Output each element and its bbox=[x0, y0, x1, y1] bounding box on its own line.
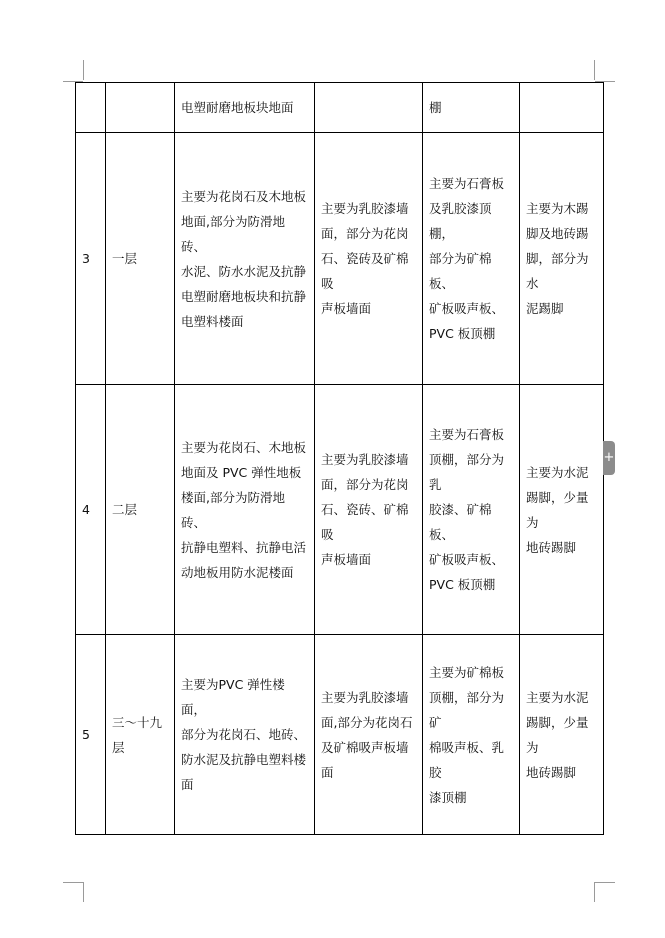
floor-cell: 三～十九 层 bbox=[106, 635, 175, 835]
ceiling-cell: 棚 bbox=[423, 83, 520, 133]
crop-mark bbox=[595, 882, 615, 883]
wall-finish-cell: 主要为乳胶漆墙 面，部分为花岗 石、瓷砖及矿棉吸 声板墙面 bbox=[315, 133, 423, 385]
crop-mark bbox=[594, 882, 595, 902]
floor-cell bbox=[106, 83, 175, 133]
skirting-cell: 主要为水泥 踢脚，少量为 地砖踢脚 bbox=[520, 635, 604, 835]
crop-mark bbox=[83, 882, 84, 902]
floor-finish-cell: 主要为花岗石及木地板 地面,部分为防滑地砖、 水泥、防水水泥及抗静 电塑耐磨地板块和抗静 电塑料楼面 bbox=[175, 133, 315, 385]
table-row bbox=[76, 133, 604, 385]
table-row bbox=[76, 83, 604, 133]
plus-icon: + bbox=[603, 450, 615, 465]
seq-cell: 3 bbox=[76, 133, 106, 385]
table-row bbox=[76, 635, 604, 835]
crop-mark bbox=[63, 882, 83, 883]
wall-finish-cell: 主要为乳胶漆墙 面,部分为花岗石 及矿棉吸声板墙 面 bbox=[315, 635, 423, 835]
ceiling-cell: 主要为石膏板 及乳胶漆顶棚， 部分为矿棉板、 矿板吸声板、 PVC 板顶棚 bbox=[423, 133, 520, 385]
floor-cell: 二层 bbox=[106, 385, 175, 635]
floor-finish-cell: 电塑耐磨地板块地面 bbox=[175, 83, 315, 133]
seq-cell: 5 bbox=[76, 635, 106, 835]
crop-mark bbox=[83, 60, 84, 80]
skirting-cell bbox=[520, 83, 604, 133]
table-row bbox=[76, 385, 604, 635]
expand-panel-button[interactable] bbox=[603, 441, 615, 475]
finish-schedule-table bbox=[75, 82, 604, 835]
ceiling-cell: 主要为石膏板 顶棚，部分为乳 胶漆、矿棉板、 矿板吸声板、 PVC 板顶棚 bbox=[423, 385, 520, 635]
ceiling-cell: 主要为矿棉板 顶棚，部分为矿 棉吸声板、乳胶 漆顶棚 bbox=[423, 635, 520, 835]
floor-finish-cell: 主要为PVC 弹性楼面， 部分为花岗石、地砖、 防水泥及抗静电塑料楼 面 bbox=[175, 635, 315, 835]
skirting-cell: 主要为木踢 脚及地砖踢 脚，部分为水 泥踢脚 bbox=[520, 133, 604, 385]
floor-cell: 一层 bbox=[106, 133, 175, 385]
seq-cell bbox=[76, 83, 106, 133]
wall-finish-cell bbox=[315, 83, 423, 133]
seq-cell: 4 bbox=[76, 385, 106, 635]
crop-mark bbox=[594, 60, 595, 80]
floor-finish-cell: 主要为花岗石、木地板 地面及 PVC 弹性地板 楼面,部分为防滑地砖、 抗静电塑料、抗静电活 动地板用防水泥楼面 bbox=[175, 385, 315, 635]
wall-finish-cell: 主要为乳胶漆墙 面，部分为花岗 石、瓷砖、矿棉吸 声板墙面 bbox=[315, 385, 423, 635]
skirting-cell: 主要为水泥 踢脚，少量为 地砖踢脚 bbox=[520, 385, 604, 635]
